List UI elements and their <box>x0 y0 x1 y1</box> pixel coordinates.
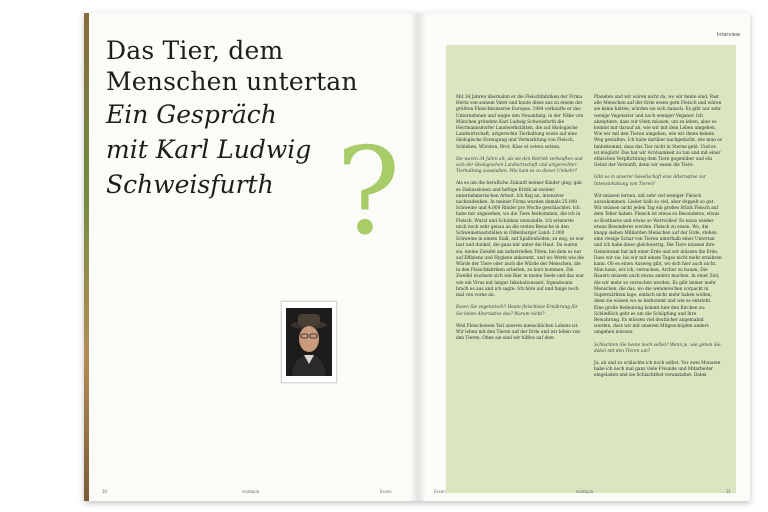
magazine-spread <box>84 13 750 501</box>
title-line-1: Das Tier, dem <box>106 36 284 65</box>
title-line-2: Menschen untertan <box>106 67 358 96</box>
spine-gutter <box>410 13 426 501</box>
left-page <box>84 13 418 501</box>
interview-paragraph: Planeten und wir wären nicht da, wo wir heute sind. Fast alle Menschen auf der Erde essen gern Fleisch und wären sie keine hätten, würden sie sich danach. Es gibt nur sehr wenige Vegetarier und noch weniger Veganer. Ich akzeptiere, dass wir töten müssen, um zu leben, aber es kommt mir darauf an, wie wir mit dem Leben umgehen. Wie wir mit den Tieren umgehen, wie wir ihnen keinen Weg gestalten. Ich habe darüber nachgedacht, wie man es hinbekommt, dass das Tier nicht in Sterne geht. Und es ist möglich! Das hat wir Achtsamkeit zu tun und mit einer ethischen Verpflichtung dem Tiere gegenüber und ein Gebot der Vernunft, denn wir essen die Tiere. <box>594 95 722 169</box>
portrait-photo <box>281 301 337 383</box>
interview-question: Gibt es in unserer Gesellschaft eine Alternative zur Intensivhaltung von Tieren? <box>594 175 706 187</box>
text-column-1 <box>456 95 584 348</box>
folio-section-left: Essen <box>380 489 392 494</box>
page-number-left: 30 <box>102 489 108 494</box>
interview-question: Sie waren 34 Jahre alt, als sie den Betrieb verkauften und sich der ökologischen Landwirtschaft und artgerechter Tierhaltung zuwandten. Wie kam es zu dieser Umkehr? <box>456 156 583 175</box>
interview-paragraph: Als es um die berufliche Zukunft meiner Kinder ging, gab es Diskussionen und heftige Kritik an meiner unternehmerischen Arbeit. Ich fing an, intensiver nachzudenken. In meiner Firma wurden damals 25.000 Schweine und 4.000 Rinder pro Woche geschlachtet. Ich habe mir angesehen, wo die Tiere herkommen, die ich in Fleisch, Wurst und Schinken umwandle. Ich erinnerte mich noch sehr genau an die ersten Besuche in den Schweinemastställen in Oldenburger Land: 2.000 Schweine in einem Stall, auf Spaltenböden, zu eng, es war laut und dunkel, die ganz mir unter die Haut. Da waren sie, meine Zweifel am industriellen Töten, bei dem es nur auf Effizienz und Hygiene ankommt, und wo Werte wie die Würde der Tiere oder auch die Würde der Menschen, die in den Fleischfabriken arbeiten, zu kurz kommen. Die Zweifel wuchsen sich wie Bier in meine Seele und das war wie ein Virus mit langer Inkubationszeit. Irgendwann brach es aus und ich sagte: Ich höre auf und fange noch mal von vorne an. <box>456 181 584 299</box>
text-column-2 <box>594 95 722 386</box>
folio-magazine-right: ecotopia <box>576 489 594 494</box>
section-label: Interview <box>716 32 740 38</box>
interview-paragraph: Weil Fleischessen Teil unseres menschlichen Lebens ist. Wir leben mit den Tieren auf der Erde und wir leben von den Tieren. Ohne sie sind wir hilflos auf dem <box>456 323 581 342</box>
right-page <box>418 13 750 501</box>
subtitle-line-3: Schweisfurth <box>106 170 274 199</box>
question-mark-graphic: ? <box>336 123 401 262</box>
interview-question: Essen Sie vegetarisch? Heute fleischlose Ernährung für Sie keine Alternative das? Warum nicht? <box>456 305 578 317</box>
folio-section-right: Essen <box>434 489 446 494</box>
folio-magazine-left: ecotopia <box>242 489 260 494</box>
interview-paragraph: Wir müssen lernen, mit sehr viel weniger Fleisch auszukommen. Lieber halb so viel, aber doppelt so gut. Wir müssen nicht jeden Tag ein großes Stück Fleisch auf dem Teller haben. Fleisch ist etwas so Besonderes, etwas so Kostbares und etwas so Wertvolles! Es muss wieder etwas Besonderes werden. Fleisch zu essen. Wo, die knapp sieben Milliarden Menschen auf der Erde, stehen eine riesige Schar von Tieren unterhalb einer Untertan und ich habe diese gleichwertig. Die Tiere müssen ihre Gemeinsam hat mit einer Erde und wir müssen die Erde, Dass wir sie, bis wir mit einem Tages nicht mehr ernähren kann. Ob es einen Ausweg gibt, wo sich hier auch nicht. Man kann, wir ich, versuchen, Archer zu bauen, Die Bauern müssen auch etwas anders machen. In einer Zeit, die wir mehr so versuchen werden. Es gibt immer mehr Menschen, die das, wo die wenderechen vorpackt in Supermärkten lage, einfach nicht mehr haben wollen, denn sie wissen wo es herkommt und wie es entsteht. Eine große Bedeutung kommt hier den Kirchen zu: Schließlich geht es um die Schöpfung und ihre Bewahrung. Es müssen viel deutlicher angemahnt werden, dass wir mit unseren Mitgeschöpfen anders umgehen müssen. <box>594 193 722 336</box>
interview-paragraph: Ja, ab und zu schlachte ich noch selbst. Vor zwei Monaten habe ich noch mal ganz viele Freunde und Mitarbeiter eingeladen und sie Schlachtfest veranstaltet. Dabei <box>594 360 721 379</box>
page-number-right: 31 <box>726 489 732 494</box>
previous-page-photo-edge <box>84 13 89 501</box>
portrait-image <box>286 308 332 376</box>
interview-question: Schlachten Sie heute noch selbst? Wenn ja, wie gehen Sie dabei mit den Tieren um? <box>594 342 721 354</box>
subtitle-line-1: Ein Gespräch <box>106 100 277 129</box>
interview-paragraph: Mit 34 Jahren übernahm er die Fleischfabriken der Firma Herta von seinem Vater und baute diese aus zu einem der größten Fleischkonzerne Europas. 1984 verkaufte er das Unternehmen und wagte den Neuanfang: in der Nähe von München gründete Karl Ludwig Schweisfurth die Herrmannsdorfer Landwerkstätten, die auf ökologische Landwirtschaft, artgerechte Tierhaltung sowie auf eine ökologische Erzeugung und Vermarktung von Fleisch, Schinken, Würsten, Brot, Käse et cetera setzen. <box>456 95 584 150</box>
subtitle-line-2: mit Karl Ludwig <box>106 135 312 164</box>
